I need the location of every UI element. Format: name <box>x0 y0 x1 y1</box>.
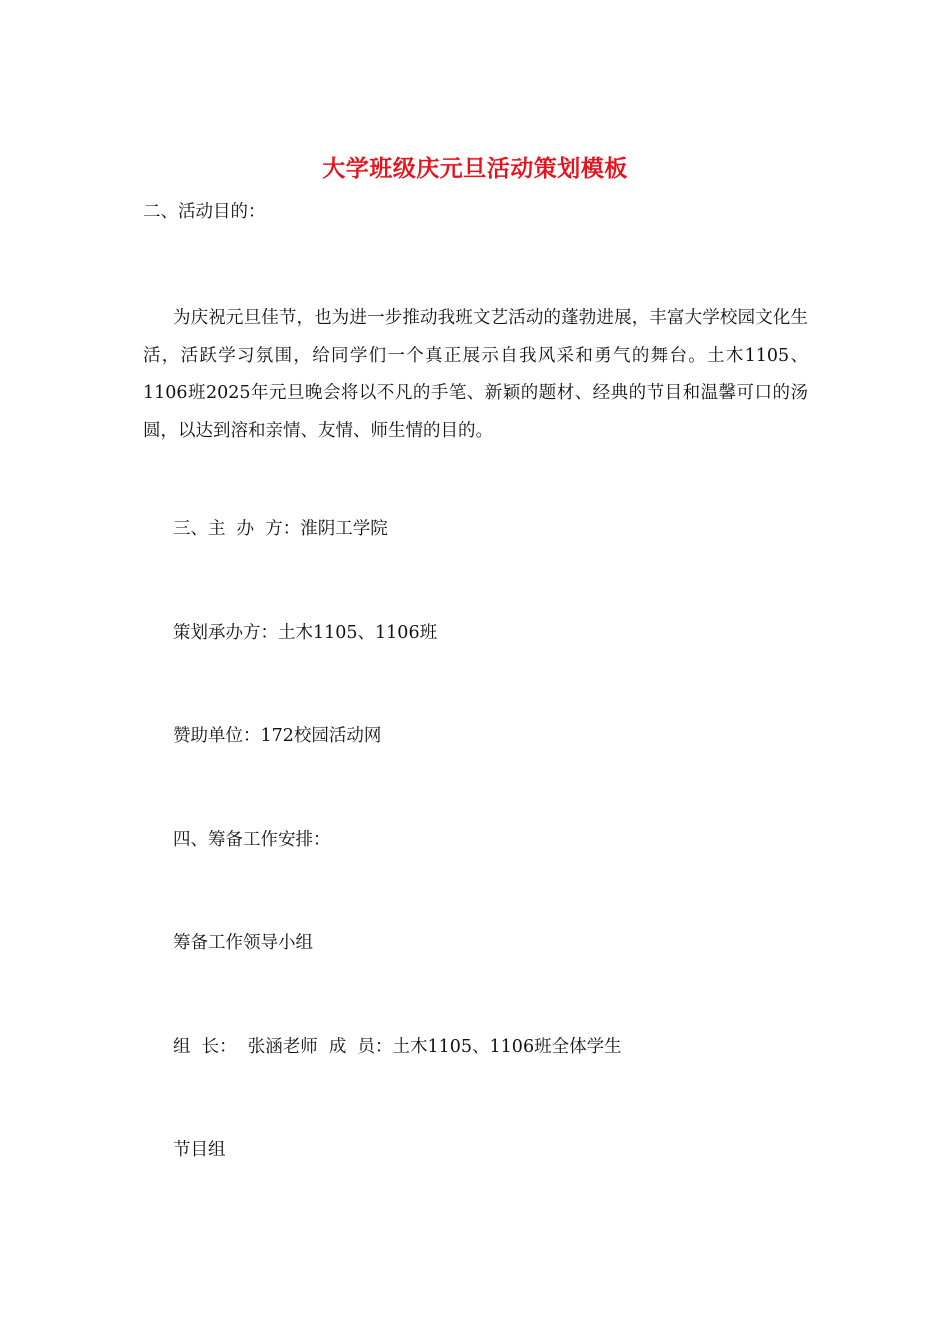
organizer-line: 三、主 办 方：淮阴工学院 <box>173 519 388 539</box>
program-group-label: 节目组 <box>173 1140 226 1160</box>
section-heading-preparation: 四、筹备工作安排： <box>173 830 331 850</box>
sponsor-line: 赞助单位：172校园活动网 <box>173 726 382 746</box>
section-heading-purpose: 二、活动目的： <box>143 202 266 222</box>
leader-members-line: 组 长： 张涵老师 成 员：土木1105、1106班全体学生 <box>173 1037 622 1057</box>
document-title: 大学班级庆元旦活动策划模板 <box>322 155 628 182</box>
purpose-paragraph: 为庆祝元旦佳节，也为进一步推动我班文艺活动的蓬勃进展，丰富大学校园文化生活，活跃学习氛围，给同学们一个真正展示自我风采和勇气的舞台。土木1105、1106班2025年元旦晚会将以不凡的手笔、新颖的题材、经典的节目和温馨可口的汤圆，以达到溶和亲情、友情、师生情的目的。 <box>143 308 808 441</box>
co-organizer-line: 策划承办方：土木1105、1106班 <box>173 623 438 643</box>
leadership-group-label: 筹备工作领导小组 <box>173 933 313 953</box>
